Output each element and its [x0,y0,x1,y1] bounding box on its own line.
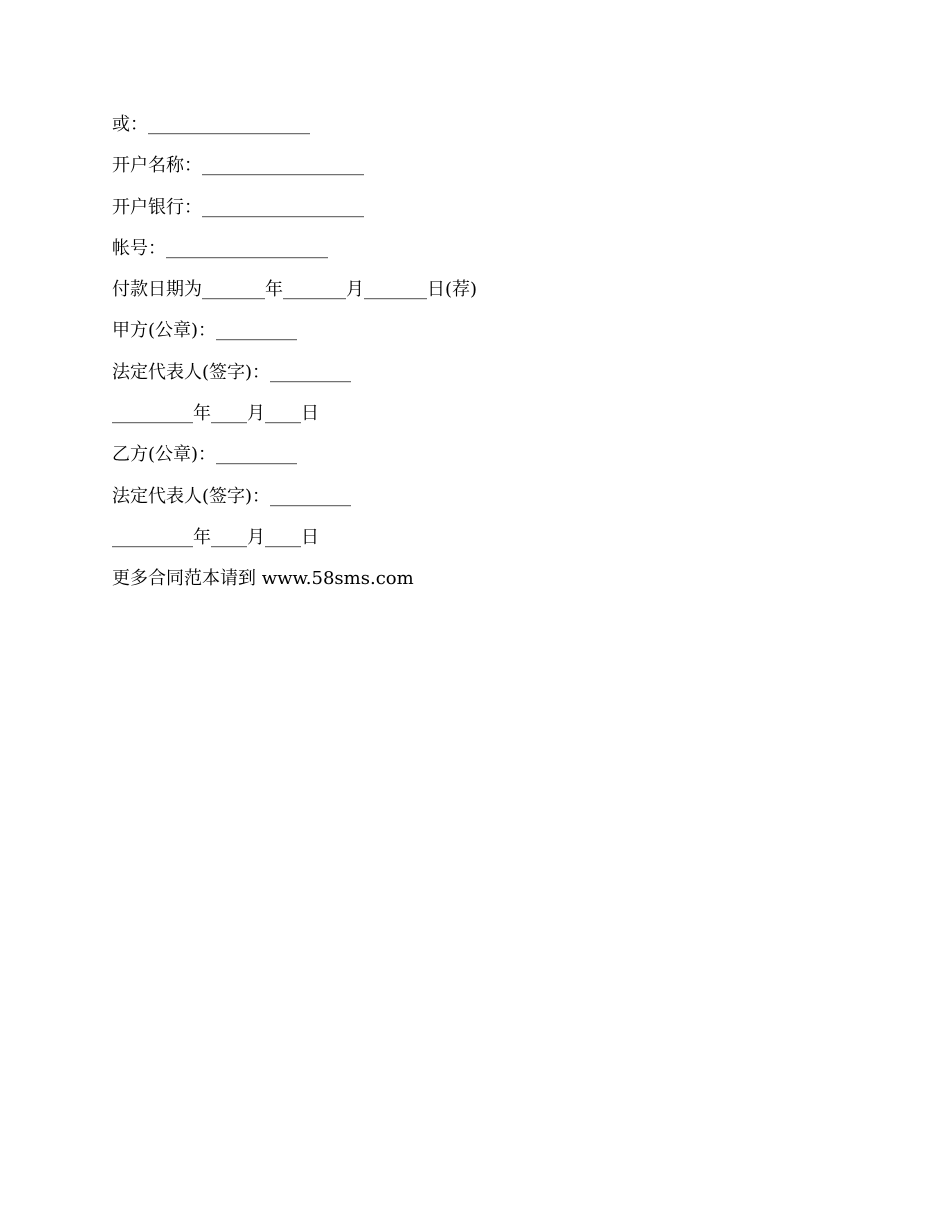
party-a-representative-line: 法定代表人(签字)：_________ [112,361,352,383]
party-a-seal-line: 甲方(公章)：_________ [112,320,298,342]
party-b-seal-line: 乙方(公章)：_________ [112,444,298,466]
party-a-date-line: _________年____月____日 [112,403,319,425]
party-b-representative-line: 法定代表人(签字)：_________ [112,485,352,507]
footer-website-line: 更多合同范本请到 www.58sms.com [112,568,414,590]
alternative-account-line: 或：__________________ [112,114,310,135]
party-b-date-line: _________年____月____日 [112,526,319,548]
payment-date-line: 付款日期为_______年_______月_______日(荐) [112,279,478,301]
account-number-line: 帐号：__________________ [112,237,328,259]
bank-name-line: 开户银行：__________________ [112,196,364,218]
account-name-line: 开户名称：__________________ [112,155,364,177]
document-body [112,104,832,600]
